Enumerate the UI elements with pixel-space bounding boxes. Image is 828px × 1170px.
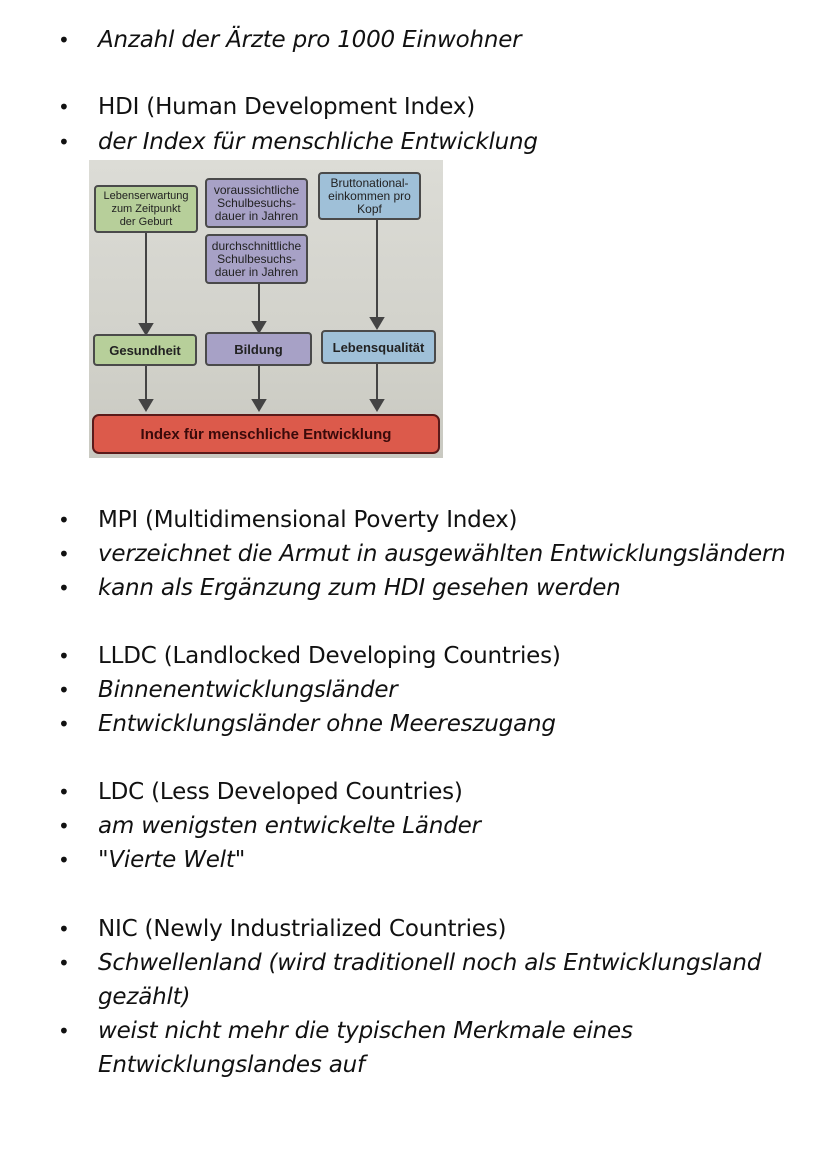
arrow-head xyxy=(371,318,383,328)
bullet: • xyxy=(58,951,70,975)
list-item-text: Schwellenland (wird traditionell noch als Entwicklungsland gezählt) xyxy=(98,950,762,1010)
bullet: • xyxy=(58,644,70,668)
section-heading-nic xyxy=(58,912,808,946)
heading-text: NIC (Newly Industrialized Countries) xyxy=(98,916,507,942)
bullet: • xyxy=(58,678,70,702)
list-item-text: Binnenentwicklungsländer xyxy=(98,677,398,703)
bullet: • xyxy=(58,917,70,941)
arrow-head xyxy=(253,322,265,332)
bullet: • xyxy=(58,508,70,532)
bullet: • xyxy=(58,814,70,838)
list-item-text: Entwicklungsländer ohne Meereszugang xyxy=(98,711,556,737)
box-bruttonationaleinkommen: Bruttonational- einkommen pro Kopf xyxy=(318,172,421,220)
list-item-text: am wenigsten entwickelte Länder xyxy=(98,813,481,839)
heading-text: HDI (Human Development Index) xyxy=(98,94,475,120)
bullet: • xyxy=(58,542,70,566)
bullet: • xyxy=(58,28,70,52)
box-bildung: Bildung xyxy=(205,332,312,366)
box-durchschnittliche-schulbesuchsdauer: durchschnittliche Schulbesuchs- dauer in Jahren xyxy=(205,234,308,284)
bullet: • xyxy=(58,1019,70,1043)
bullet: • xyxy=(58,712,70,736)
list-item-text: der Index für menschliche Entwicklung xyxy=(98,129,538,155)
box-gesundheit: Gesundheit xyxy=(93,334,197,366)
list-item xyxy=(58,1014,808,1082)
list-item xyxy=(58,843,808,877)
list-item-text: verzeichnet die Armut in ausgewählten Entwicklungsländern xyxy=(98,541,786,567)
list-item xyxy=(58,707,808,741)
list-item xyxy=(58,23,808,57)
bullet: • xyxy=(58,848,70,872)
list-item xyxy=(58,125,808,159)
box-voraussichtliche-schulbesuchsdauer: voraussichtliche Schulbesuchs- dauer in Jahren xyxy=(205,178,308,228)
list-item xyxy=(58,809,808,843)
box-index-menschliche-entwicklung: Index für menschliche Entwicklung xyxy=(92,414,440,454)
bullet: • xyxy=(58,130,70,154)
bullet: • xyxy=(58,780,70,804)
arrow-head xyxy=(140,324,152,334)
list-item xyxy=(58,571,808,605)
list-item xyxy=(58,673,808,707)
list-item xyxy=(58,946,808,1014)
list-item-text: "Vierte Welt" xyxy=(98,847,246,873)
hdi-diagram xyxy=(89,160,443,458)
heading-text: LLDC (Landlocked Developing Countries) xyxy=(98,643,561,669)
arrow-head xyxy=(253,400,265,410)
heading-text: MPI (Multidimensional Poverty Index) xyxy=(98,507,518,533)
box-lebenserwartung: Lebenserwartung zum Zeitpunkt der Geburt xyxy=(94,185,198,233)
list-item xyxy=(58,537,808,571)
heading-text: LDC (Less Developed Countries) xyxy=(98,779,463,805)
section-heading-lldc xyxy=(58,639,808,673)
section-heading-hdi xyxy=(58,90,808,124)
box-lebensqualitaet: Lebensqualität xyxy=(321,330,436,364)
arrow-head xyxy=(140,400,152,410)
arrow-head xyxy=(371,400,383,410)
bullet: • xyxy=(58,576,70,600)
bullet: • xyxy=(58,95,70,119)
list-item-text: kann als Ergänzung zum HDI gesehen werden xyxy=(98,575,621,601)
section-heading-mpi xyxy=(58,503,808,537)
list-item-text: weist nicht mehr die typischen Merkmale eines Entwicklungslandes auf xyxy=(98,1018,633,1078)
section-heading-ldc xyxy=(58,775,808,809)
list-item-text: Anzahl der Ärzte pro 1000 Einwohner xyxy=(98,27,522,53)
